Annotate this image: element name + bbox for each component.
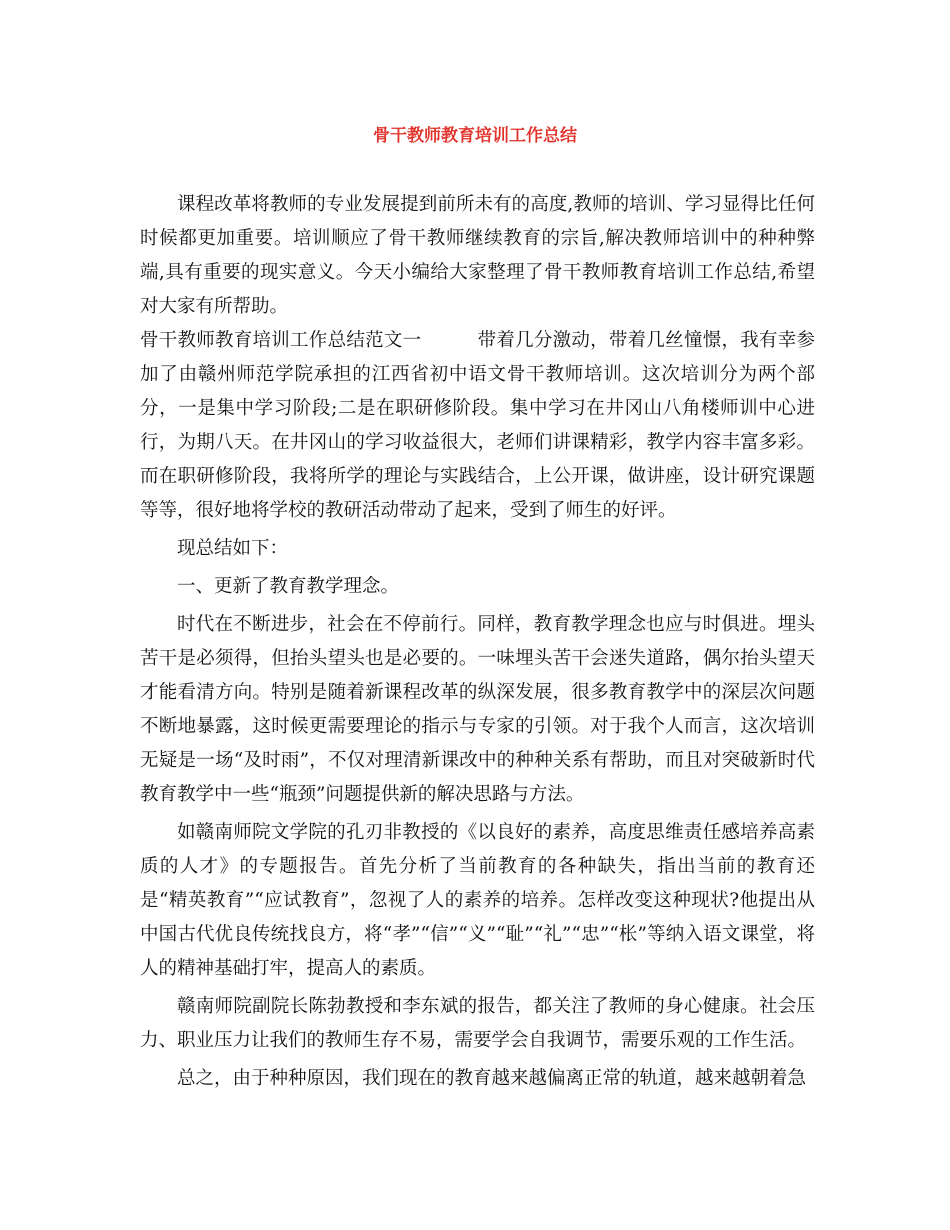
body-paragraph-3: 赣南师院副院长陈勃教授和李东斌的报告，都关注了教师的身心健康。社会压力、职业压力让我们的教师生存不易，需要学会自我调节，需要乐观的工作生活。 <box>140 996 815 1051</box>
body-paragraph-2: 如赣南师院文学院的孔刃非教授的《以良好的素养，高度思维责任感培养高素质的人才》的专题报告。首先分析了当前教育的各种缺失，指出当前的教育还是“精英教育”“应试教育”，忽视了人的素养的培养。怎样改变这种现状?他提出从中国古代优良传统找良方，将“孝”“信”“义”“耻”“礼”“忠”“枨”等纳入语文课堂，将人的精神基础打牢，提高人的素质。 <box>140 822 815 979</box>
sample-heading: 骨干教师教育培训工作总结范文一 <box>140 330 422 351</box>
summary-lead: 现总结如下： <box>177 538 289 559</box>
sample-text: 带着几分激动，带着几丝憧憬，我有幸参加了由赣州师范学院承担的江西省初中语文骨干教师培训。这次培训分为两个部分，一是集中学习阶段;二是在职研修阶段。集中学习在井冈山八角楼师训中心进行，为期八天。在井冈山的学习收益很大，老师们讲课精彩，教学内容丰富多彩。而在职研修阶段，我将所学的理论与实践结合，上公开课，做讲座，设计研究课题等等，很好地将学校的教研活动带动了起来，受到了师生的好评。 <box>140 330 815 521</box>
section-1-heading: 一、更新了教育教学理念。 <box>177 576 400 597</box>
body-paragraph-1: 时代在不断进步，社会在不停前行。同样，教育教学理念也应与时俱进。埋头苦干是必须得，但抬头望头也是必要的。一味埋头苦干会迷失道路，偶尔抬头望天才能看清方向。特别是随着新课程改革的纵深发展，很多教育教学中的深层次问题不断地暴露，这时候更需要理论的指示与专家的引领。对于我个人而言，这次培训无疑是一场“及时雨”，不仅对理清新课改中的种种关系有帮助，而且对突破新时代教育教学中一些“瓶颈”问题提供新的解决思路与方法。 <box>140 614 815 805</box>
document-body <box>140 188 815 1096</box>
intro-paragraph: 课程改革将教师的专业发展提到前所未有的高度,教师的培训、学习显得比任何时候都更加重要。培训顺应了骨干教师继续教育的宗旨,解决教师培训中的种种弊端,具有重要的现实意义。今天小编给大家整理了骨干教师教育培训工作总结,希望对大家有所帮助。 <box>140 194 815 317</box>
document-title: 骨干教师教育培训工作总结 <box>373 126 577 146</box>
sample-paragraph <box>140 324 815 528</box>
body-paragraph-4: 总之，由于种种原因，我们现在的教育越来越偏离正常的轨道，越来越朝着急 <box>177 1068 807 1089</box>
